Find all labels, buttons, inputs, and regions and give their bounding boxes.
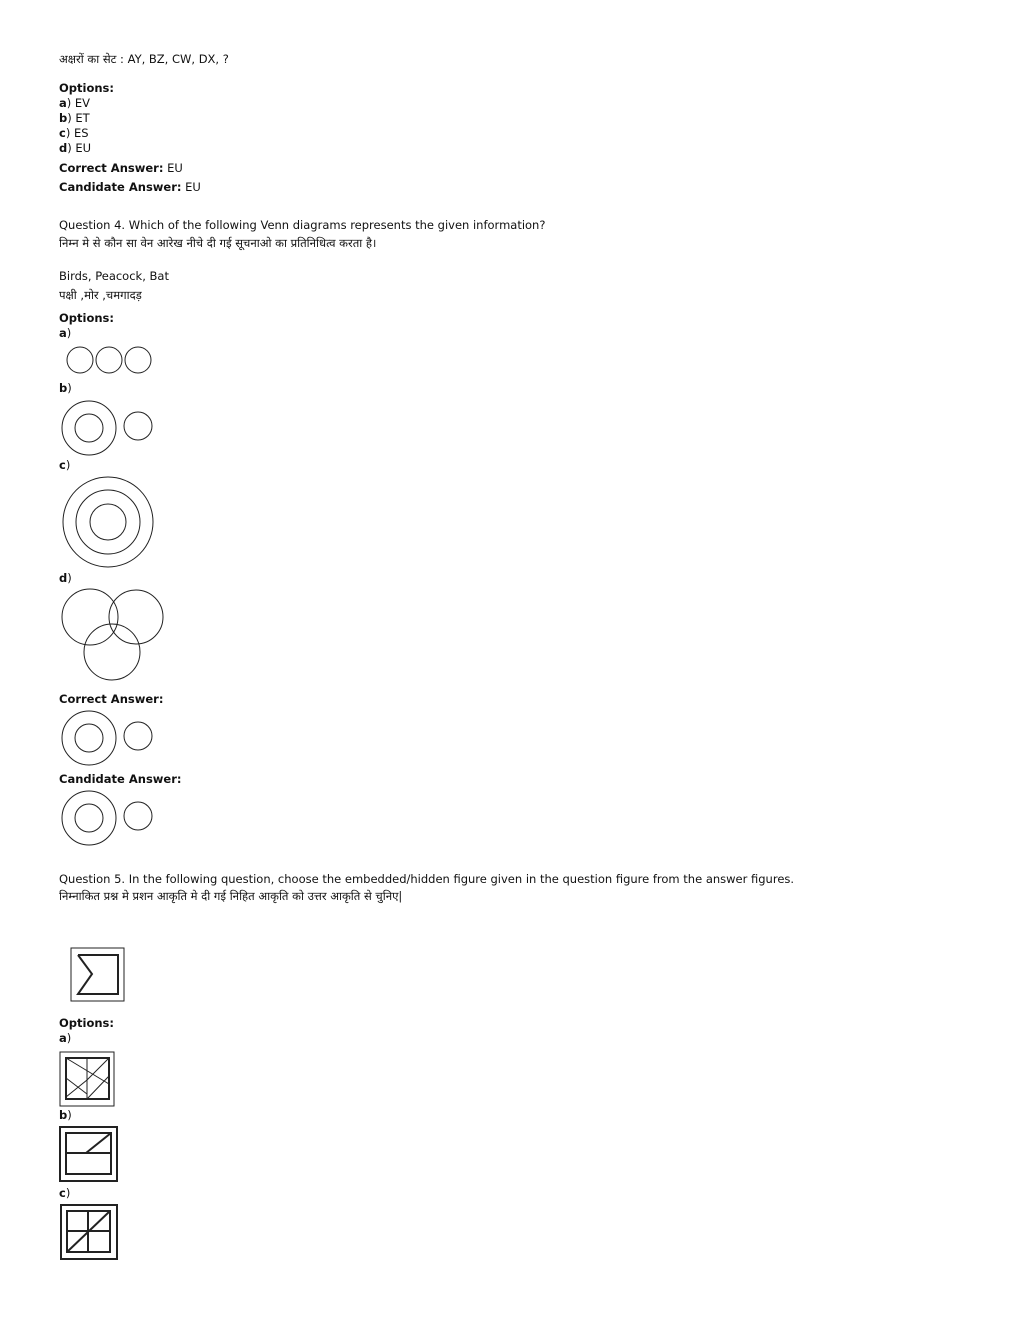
q4-question-hindi: निम्न मे से कौन सा वेन आरेख नीचे दी गई सूचनाओ का प्रतिनिधित्व करता है। <box>59 236 377 250</box>
q5-question: Question 5. In the following question, choose the embedded/hidden figure given in the question figure from the answer figures. <box>59 872 795 886</box>
q3-correct-answer: Correct Answer: EU <box>59 161 183 175</box>
q5-option-c-figure <box>58 1203 120 1261</box>
q5-question-figure <box>68 945 128 1003</box>
q4-correct-answer-label: Correct Answer: <box>59 692 164 706</box>
q5-option-b-label: b) <box>59 1108 72 1122</box>
q4-candidate-answer-label: Candidate Answer: <box>59 772 182 786</box>
q4-option-a-label: a) <box>59 326 72 340</box>
venn-nested-plus-separate <box>58 400 158 458</box>
q3-option-b: b) ET <box>59 111 90 125</box>
q4-question: Question 4. Which of the following Venn diagrams represents the given information? <box>59 218 546 232</box>
venn-three-concentric <box>58 476 158 568</box>
q3-option-a: a) EV <box>59 96 91 110</box>
q3-option-d: d) EU <box>59 141 92 155</box>
q4-option-b-label: b) <box>59 381 72 395</box>
q3-options-label: Options: <box>59 81 114 95</box>
q4-option-c-label: c) <box>59 458 71 472</box>
q5-option-c-label: c) <box>59 1186 71 1200</box>
venn-three-overlapping <box>58 588 168 682</box>
q4-options-label: Options: <box>59 311 114 325</box>
q4-option-d-label: d) <box>59 571 72 585</box>
candidate-answer-venn-figure <box>58 790 158 848</box>
q5-option-b-figure <box>58 1125 120 1185</box>
q5-option-a-label: a) <box>59 1031 72 1045</box>
q4-info: Birds, Peacock, Bat <box>59 269 169 283</box>
q3-letter-set: अक्षरों का सेट : AY, BZ, CW, DX, ? <box>59 52 229 66</box>
q3-option-c: c) ES <box>59 126 89 140</box>
q3-candidate-answer: Candidate Answer: EU <box>59 180 201 194</box>
q5-question-hindi: निम्नाकित प्रश्न मे प्रशन आकृति मे दी गई निहित आकृति को उत्तर आकृति से चुनिए| <box>59 889 403 903</box>
q5-option-a-figure <box>58 1050 118 1108</box>
venn-three-separate-circles <box>58 344 158 376</box>
q4-info-hindi: पक्षी ,मोर ,चमगादड़ <box>59 288 142 302</box>
q5-options-label: Options: <box>59 1016 114 1030</box>
correct-answer-venn-figure <box>58 710 158 768</box>
